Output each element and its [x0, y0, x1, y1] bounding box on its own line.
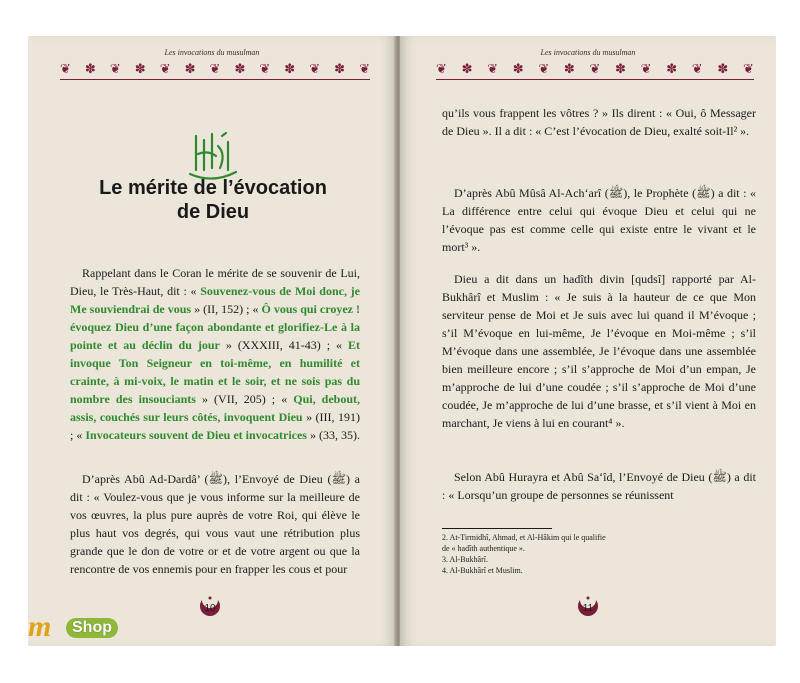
paragraph-abu-hurayra: Selon Abû Hurayra et Abû Sa‘îd, l’Envoyé de Dieu (ﷺ) a dit : « Lorsqu’un groupe de personnes se réunissent	[442, 470, 756, 502]
paragraph-text: » (VII, 205) ; «	[195, 392, 294, 406]
section-title-line1: Le mérite de l’évocation	[99, 177, 327, 199]
paragraph-text: Rappelant dans le Coran le mérite de se souvenir de Lui, Dieu, le Très-Haut, dit : «	[70, 266, 360, 298]
paragraph-continuation: qu’ils vous frappent les vôtres ? » Ils dirent : « Oui, ô Messager de Dieu ». Il a dit : « C’est l’évocation de Dieu, exalté soit-Il² ».	[442, 106, 756, 138]
paragraph-text: » (33, 35).	[306, 428, 360, 442]
paragraph-abu-musa: D’après Abû Mûsâ Al-Ach‘arî (ﷺ), le Prophète (ﷺ) a dit : « La différence entre celui qui évoque Dieu et celui qui ne l’évoque pas est comme celle qui existe entre le vivant et le mort³ ».	[442, 186, 757, 254]
ornament-border-right: ❦ ✽ ❦ ✽ ❦ ✽ ❦ ✽ ❦ ✽ ❦ ✽ ❦	[436, 61, 754, 76]
paragraph-text: » (XXXIII, 41-43) ; «	[219, 338, 349, 352]
running-header-right: Les invocations du musulman	[540, 48, 636, 57]
footnote-rule	[442, 528, 552, 529]
logo-text: Shop	[66, 618, 118, 638]
footnote-line: 3. Al-Bukhârî.	[442, 555, 488, 564]
open-book	[28, 36, 776, 646]
logo-mark: m	[28, 610, 52, 643]
footnote-line: de « hadîth authentique ».	[442, 544, 525, 553]
paragraph-hadith: D’après Abû Ad-Dardâ’ (ﷺ), l’Envoyé de Dieu (ﷺ) a dit : « Voulez-vous que je vous informe sur la meilleure de vos œuvres, la plus pure auprès de votre Roi, qui élève le plus haut vos degrés, qui vous vaut une rétribution plus grande que le don de votre or et de votre argent ou que la rencontre de vos ennemis pour en frapper les cous et pour	[70, 472, 360, 576]
paragraph-text: » (III, 191) ; «	[70, 410, 360, 442]
paragraph-hadith-qudsi: Dieu a dit dans un hadîth divin [qudsî] rapporté par Al-Bukhârî et Muslim : « Je suis à la hauteur de ce que Mon serviteur pense de Moi et Je suis avec lui quand il M’évoque ; s’il M’évoque en lui-même, Je l’évoque en Moi-même ; s’il M’évoque dans une assemblée, Je l’évoque dans une assemblée bien meilleure encore ; s’il s’approche de Moi d’un empan, Je m’approche de lui d’une coudée ; s’il s’approche de Moi d’une coudée, Je m’approche de lui d’une brasse, et s’il vient à Moi en marchant, Je viens à lui en courant⁴ ».	[442, 272, 756, 430]
quran-verse: Souvenez-vous de Moi donc, je Me souviendrai de vous	[70, 284, 360, 316]
paragraph-intro	[70, 264, 360, 444]
ornament-border-left: ❦ ✽ ❦ ✽ ❦ ✽ ❦ ✽ ❦ ✽ ❦ ✽ ❦	[60, 61, 370, 76]
section-title-line2: de Dieu	[176, 201, 250, 223]
quran-verse: Qui, debout, assis, couchés sur leurs côtés, invoquent Dieu	[70, 392, 360, 424]
quran-verse: Et invoque Ton Seigneur en toi-même, en humilité et crainte, à mi-voix, le matin et le soir, et ne sois pas du nombre des insouciants	[70, 338, 361, 406]
paragraph-text: » (II, 152) ; «	[191, 302, 262, 316]
left-page	[28, 36, 396, 646]
page-number-right: 11	[572, 596, 604, 620]
right-page	[400, 36, 776, 646]
footnotes	[442, 532, 742, 576]
page-number-left: 10	[194, 596, 226, 620]
quran-verse: Ô vous qui croyez ! évoquez Dieu d’une façon abondante et glorifiez-Le à la pointe et au déclin du jour	[70, 302, 360, 352]
footnote-line: 2. At-Tirmidhî, Ahmad, et Al-Hâkim qui le qualifie	[442, 533, 606, 542]
footnote-line: 4. Al-Bukhârî et Muslim.	[442, 566, 523, 575]
quran-verse: Invocateurs souvent de Dieu et invocatrices	[85, 428, 307, 442]
shop-logo[interactable]	[28, 612, 168, 648]
running-header-left: Les invocations du musulman	[164, 48, 260, 57]
